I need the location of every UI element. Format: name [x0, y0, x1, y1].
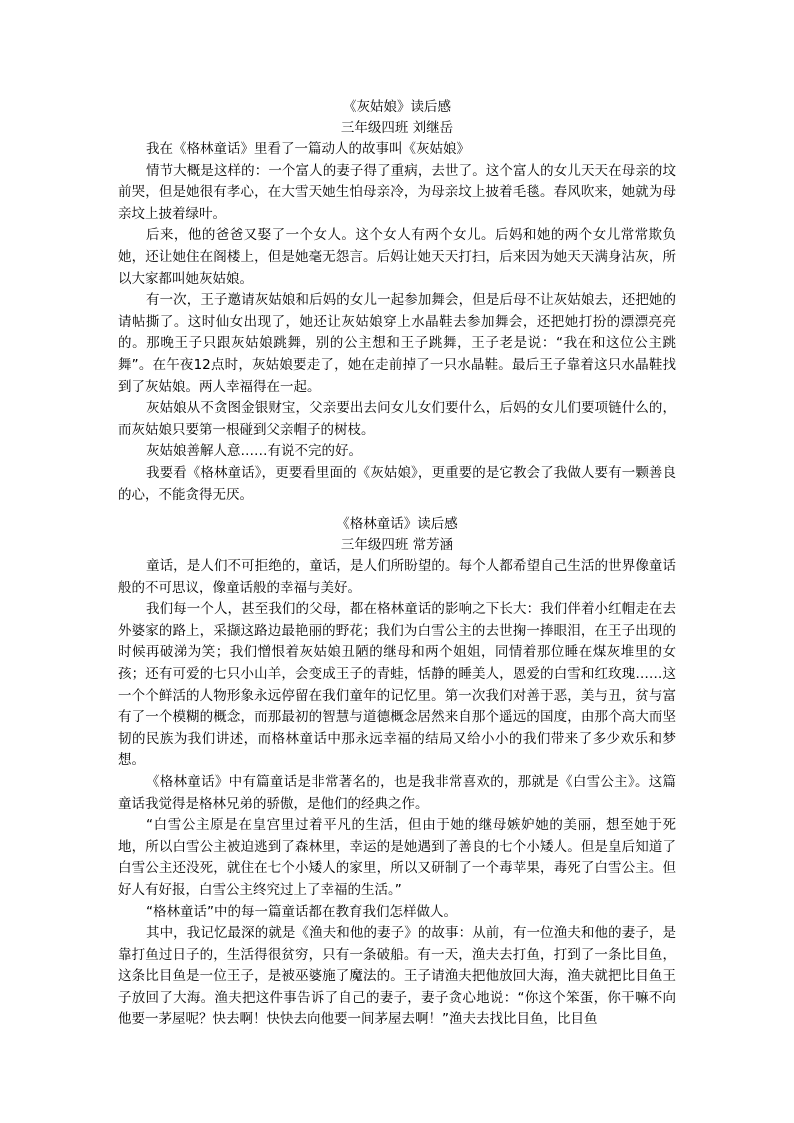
paragraph: 情节大概是这样的：一个富人的妻子得了重病，去世了。这个富人的女儿天天在母亲的坟前哭，但是她很有孝心，在大雪天她生怕母亲冷，为母亲坟上披着毛毯。春风吹来，她就为母亲坟上披着绿叶。: [118, 162, 676, 222]
paragraph: 童话，是人们不可拒绝的，童话，是人们所盼望的。每个人都希望自己生活的世界像童话般的不可思议，像童话般的幸福与美好。: [118, 558, 676, 596]
essay-author: 三年级四班 刘继岳: [340, 120, 454, 136]
paragraph: “格林童话”中的每一篇童话都在教育我们怎样做人。: [146, 903, 457, 920]
paragraph: 其中，我记忆最深的就是《渔夫和他的妻子》的故事：从前，有一位渔夫和他的妻子，是靠打鱼过日子的，生活得很贫穷，只有一条破船。有一天，渔夫去打鱼，打到了一条比目鱼，这条比目鱼是一位王子，是被巫婆施了魔法的。王子请渔夫把他放回大海，渔夫就把比目鱼王子放回了大海。渔夫把这件事告诉了自己的妻子，妻子贪心地说：“你这个笨蛋，你干嘛不向他要一茅屋呢？快去啊！快快去向他要一间茅屋去啊！”渔夫去找比目鱼，比目鱼: [118, 925, 676, 1028]
paragraph: “白雪公主原是在皇宫里过着平凡的生活，但由于她的继母嫉妒她的美丽，想至她于死地，所以白雪公主被迫逃到了森林里，幸运的是她遇到了善良的七个小矮人。但是皇后知道了白雪公主还没死，就住在七个小矮人的家里，所以又研制了一个毒苹果，毒死了白雪公主。但好人有好报，白雪公主终究过上了幸福的生活。”: [118, 817, 676, 898]
essay-cinderella: [118, 97, 676, 506]
paragraph: 《格林童话》中有篇童话是非常著名的，也是我非常喜欢的，那就是《白雪公主》。这篇童话我觉得是格林兄弟的骄傲，是他们的经典之作。: [118, 773, 676, 812]
paragraph: 我们每一个人，甚至我们的父母，都在格林童话的影响之下长大：我们伴着小红帽走在去外婆家的路上，采撷这路边最艳丽的野花；我们为白雪公主的去世掬一捧眼泪，在王子出现的时候再破涕为笑；我们憎恨着灰姑娘丑陋的继母和两个姐姐，同情着那位睡在煤灰堆里的女孩；还有可爱的七只小山羊，会变成王子的青蛙，恬静的睡美人，恩爱的白雪和红玫瑰……这一个个鲜活的人物形象永远停留在我们童年的记忆里。第一次我们对善于恶，美与丑，贫与富有了一个模糊的概念，而那最初的智慧与道德概念居然来自那个遥远的国度，由那个高大而坚韧的民族为我们讲述，而格林童话中那永远幸福的结局又给小小的我们带来了多少欢乐和梦想。: [118, 601, 676, 769]
paragraph: 有一次，王子邀请灰姑娘和后妈的女儿一起参加舞会，但是后母不让灰姑娘去，还把她的请帖撕了。这时仙女出现了，她还让灰姑娘穿上水晶鞋去参加舞会，还把她打扮的漂漂亮亮的。那晚王子只跟灰姑娘跳舞，别的公主想和王子跳舞，王子老是说：“我在和这位公主跳舞”。在午夜12点时，灰姑娘要走了，她在走前掉了一只水晶鞋。最后王子靠着这只水晶鞋找到了灰姑娘。两人幸福得在一起。: [118, 292, 676, 395]
paragraph: 灰姑娘从不贪图金银财宝，父亲要出去问女儿女们要什么，后妈的女儿们要项链什么的，而灰姑娘只要第一根碰到父亲帽子的树枝。: [118, 400, 676, 438]
essay-title: 《灰姑娘》读后感: [343, 99, 451, 115]
paragraph: 灰姑娘善解人意……有说不完的好。: [146, 443, 362, 460]
paragraph: 我要看《格林童话》，更要看里面的《灰姑娘》，更重要的是它教会了我做人要有一颗善良的心，不能贪得无厌。: [118, 464, 676, 503]
essay-author: 三年级四班 常芳涵: [340, 537, 454, 553]
paragraph: 后来，他的爸爸又娶了一个女人。这个女人有两个女儿。后妈和她的两个女儿常常欺负她，还让她住在阁楼上，但是她毫无怨言。后妈让她天天打扫，后来因为她天天满身沾灰，所以大家都叫她灰姑娘。: [118, 227, 676, 287]
paragraph: 我在《格林童话》里看了一篇动人的故事叫《灰姑娘》: [146, 141, 470, 157]
essay-grimm-fairy-tales: [118, 514, 676, 1031]
essay-title: 《格林童话》读后感: [336, 516, 458, 532]
